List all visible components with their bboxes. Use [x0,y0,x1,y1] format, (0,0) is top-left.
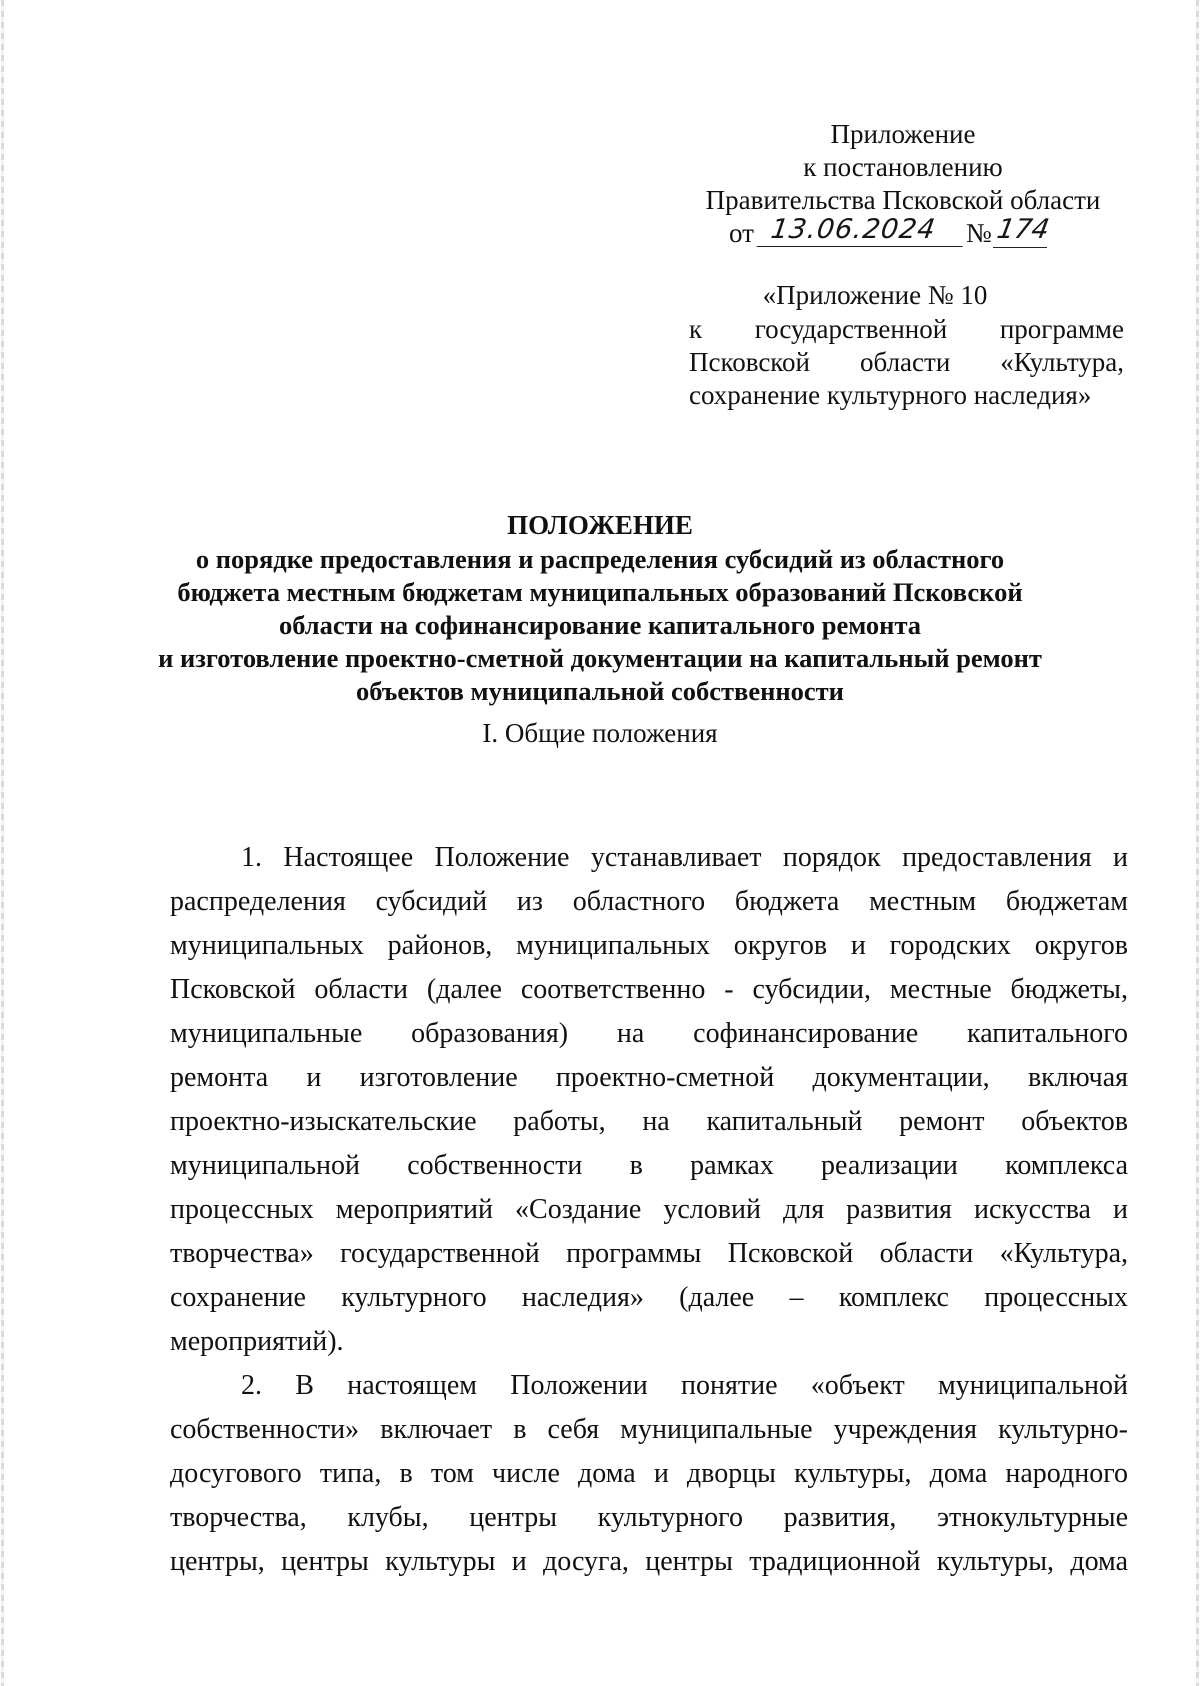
paragraph-1-line: муниципальной собственности в рамках реализации комплекса [170,1150,1128,1181]
scan-edge-left [1,0,4,1686]
paragraph-1-line: ремонта и изготовление проектно-сметной документации, включая [170,1062,1128,1093]
paragraph-2-line: собственности» включает в себя муниципальные учреждения культурно- [170,1414,1128,1445]
appendix-line-3: Псковской области «Культура, [689,347,1124,377]
paragraph-2-line: центры, центры культуры и досуга, центры традиционной культуры, дома [170,1546,1128,1577]
approval-block [678,118,1128,250]
title-line: и изготовление проектно-сметной документации на капитальный ремонт [158,643,1042,673]
section-heading: I. Общие положения [482,718,718,748]
paragraph-1-line: сохранение культурного наследия» (далее – комплекс процессных [170,1282,1128,1313]
appendix-line-2: к государственной программе [689,314,1124,344]
date-prefix: от [729,218,754,248]
appendix-line-1: «Приложение № 10 [762,280,988,310]
document-title [140,509,1060,708]
handwritten-date: 13.06.2024 [757,213,968,247]
title-line: области на софинансирование капитального ремонта [278,610,922,640]
paragraph-1-line: 1. Настоящее Положение устанавливает порядок предоставления и [241,842,1128,873]
title-line: о порядке предоставления и распределения субсидий из областного [195,544,1005,574]
paragraph-1-line: муниципальных районов, муниципальных округов и городских округов [170,930,1128,961]
scan-edge-right [1196,0,1199,1686]
handwritten-number: 174 [993,213,1053,248]
paragraph-1-line: Псковской области (далее соответственно - субсидии, местные бюджеты, [170,974,1128,1005]
paragraph-1-line: распределения субсидий из областного бюджета местным бюджетам [170,886,1128,917]
title-line: объектов муниципальной собственности [356,676,844,706]
body-text [170,836,1128,1584]
paragraph-2-line: досугового типа, в том числе дома и дворцы культуры, дома народного [170,1458,1128,1489]
title-main: ПОЛОЖЕНИЕ [507,510,693,540]
paragraph-1-line: муниципальные образования) на софинансирование капитального [170,1018,1128,1049]
appendix-block [689,279,1124,412]
paragraph-2-line: 2. В настоящем Положении понятие «объект муниципальной [241,1370,1128,1401]
appendix-line-4: сохранение культурного наследия» [689,380,1092,410]
paragraph-2-line: творчества, клубы, центры культурного развития, этнокультурные [170,1502,1128,1533]
approval-date-line [678,214,1128,250]
number-sign: № [966,218,992,248]
approval-line-1: Приложение [830,119,976,149]
paragraph-1-line: творчества» государственной программы Псковской области «Культура, [170,1238,1128,1269]
paragraph-1-line: проектно-изыскательские работы, на капитальный ремонт объектов [170,1106,1128,1137]
approval-line-2: к постановлению [803,152,1003,182]
approval-line-3: Правительства Псковской области [705,185,1101,215]
paragraph-1-line: мероприятий). [170,1326,344,1357]
title-line: бюджета местным бюджетам муниципальных образований Псковской [177,577,1023,607]
paragraph-1-line: процессных мероприятий «Создание условий для развития искусства и [170,1194,1128,1225]
